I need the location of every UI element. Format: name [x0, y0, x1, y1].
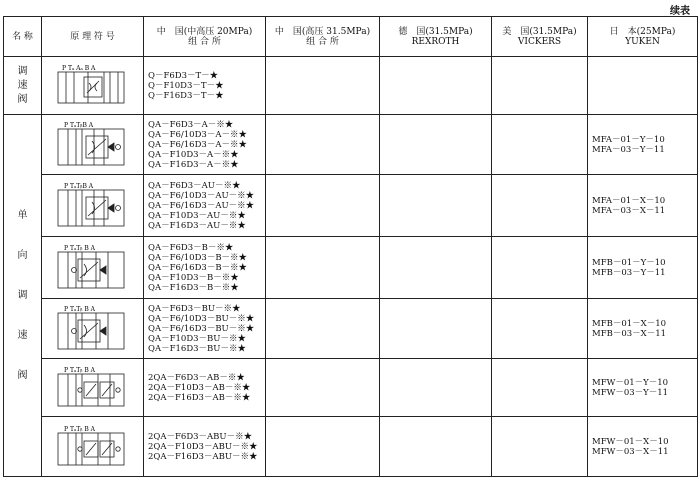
germany-cell [380, 175, 492, 237]
hydraulic-symbol [42, 237, 144, 299]
category-check-speed-valve: 单 向 调 速 阀 [4, 115, 42, 477]
germany-cell [380, 57, 492, 115]
usa-cell [492, 359, 588, 417]
check-valve-symbol-icon [48, 303, 138, 355]
china-31-5mpa-cell [266, 359, 380, 417]
dual-check-valve-symbol-icon [48, 423, 138, 471]
china-31-5mpa-cell [266, 57, 380, 115]
china-20mpa-codes: QA－F6D3－A－※★ QA－F6/10D3－A－※★ QA－F6/16D3－A－※★ QA－F10D3－A－※★ QA－F16D3－A－※★ [144, 115, 266, 175]
usa-cell [492, 417, 588, 477]
germany-cell [380, 115, 492, 175]
header-row [4, 17, 698, 57]
check-valve-symbol-icon [48, 180, 138, 232]
china-31-5mpa-cell [266, 115, 380, 175]
valve-symbol-icon [48, 63, 138, 109]
hydraulic-symbol [42, 359, 144, 417]
germany-cell [380, 417, 492, 477]
china-20mpa-codes: Q－F6D3－T－★ Q－F10D3－T－★ Q－F16D3－T－★ [144, 57, 266, 115]
table-row [4, 237, 698, 299]
svg-text:P TₐTᵦB A: P TₐTᵦB A [63, 121, 93, 129]
header-china-31-5mpa: 中 国(高压 31.5MPa) 组 合 所 [266, 17, 380, 57]
svg-text:P TₐTᵦB A: P TₐTᵦB A [63, 182, 93, 190]
hydraulic-symbol [42, 175, 144, 237]
check-valve-symbol-icon [48, 119, 138, 171]
svg-text:P TₐTᵦ B A: P TₐTᵦ B A [63, 366, 95, 374]
svg-text:P TₐTᵦ B A: P TₐTᵦ B A [63, 425, 95, 433]
check-valve-symbol-icon [48, 242, 138, 294]
china-31-5mpa-cell [266, 417, 380, 477]
japan-cell: MFW－01－Y－10 MFW－03－Y－11 [588, 359, 698, 417]
header-china-20mpa: 中 国(中高压 20MPa) 组 合 所 [144, 17, 266, 57]
table-row [4, 57, 698, 115]
china-20mpa-codes: QA－F6D3－BU－※★ QA－F6/10D3－BU－※★ QA－F6/16D3－BU－※★ QA－F10D3－BU－※★ QA－F16D3－BU－※★ [144, 299, 266, 359]
hydraulic-symbol [42, 115, 144, 175]
header-usa-vickers: 美 国(31.5MPa) VICKERS [492, 17, 588, 57]
header-name: 名 称 [4, 17, 42, 57]
continued-label: 续表 [670, 6, 690, 17]
china-20mpa-codes: QA－F6D3－B－※★ QA－F6/10D3－B－※★ QA－F6/16D3－B－※★ QA－F10D3－B－※★ QA－F16D3－B－※★ [144, 237, 266, 299]
germany-cell [380, 237, 492, 299]
usa-cell [492, 299, 588, 359]
table-row [4, 417, 698, 477]
china-31-5mpa-cell [266, 299, 380, 359]
usa-cell [492, 237, 588, 299]
hydraulic-symbol [42, 299, 144, 359]
usa-cell [492, 115, 588, 175]
dual-check-valve-symbol-icon [48, 364, 138, 412]
japan-cell: MFB－01－X－10 MFB－03－X－11 [588, 299, 698, 359]
china-20mpa-codes: 2QA－F6D3－ABU－※★ 2QA－F10D3－ABU－※★ 2QA－F16D3－ABU－※★ [144, 417, 266, 477]
hydraulic-symbol [42, 417, 144, 477]
header-symbol: 原 理 符 号 [42, 17, 144, 57]
category-speed-valve: 调 速 阀 [4, 57, 42, 115]
germany-cell [380, 359, 492, 417]
header-germany-rexroth: 德 国(31.5MPa) REXROTH [380, 17, 492, 57]
svg-text:P TₐTᵦ B A: P TₐTᵦ B A [63, 305, 95, 313]
japan-cell [588, 57, 698, 115]
table-row [4, 175, 698, 237]
china-20mpa-codes: QA－F6D3－AU－※★ QA－F6/10D3－AU－※★ QA－F6/16D3－AU－※★ QA－F10D3－AU－※★ QA－F16D3－AU－※★ [144, 175, 266, 237]
china-31-5mpa-cell [266, 237, 380, 299]
japan-cell: MFA－01－X－10 MFA－03－X－11 [588, 175, 698, 237]
header-japan-yuken: 日 本(25MPa) YUKEN [588, 17, 698, 57]
hydraulic-symbol [42, 57, 144, 115]
japan-cell: MFA－01－Y－10 MFA－03－Y－11 [588, 115, 698, 175]
china-31-5mpa-cell [266, 175, 380, 237]
japan-cell: MFB－01－Y－10 MFB－03－Y－11 [588, 237, 698, 299]
usa-cell [492, 57, 588, 115]
usa-cell [492, 175, 588, 237]
japan-cell: MFW－01－X－10 MFW－03－X－11 [588, 417, 698, 477]
port-labels: P Tₐ Aₐ B A [61, 64, 95, 72]
germany-cell [380, 299, 492, 359]
svg-text:P TₐTᵦ B A: P TₐTᵦ B A [63, 244, 95, 252]
table-row [4, 115, 698, 175]
table-row [4, 359, 698, 417]
table-row [4, 299, 698, 359]
china-20mpa-codes: 2QA－F6D3－AB－※★ 2QA－F10D3－AB－※★ 2QA－F16D3－AB－※★ [144, 359, 266, 417]
valve-comparison-table [3, 16, 698, 477]
